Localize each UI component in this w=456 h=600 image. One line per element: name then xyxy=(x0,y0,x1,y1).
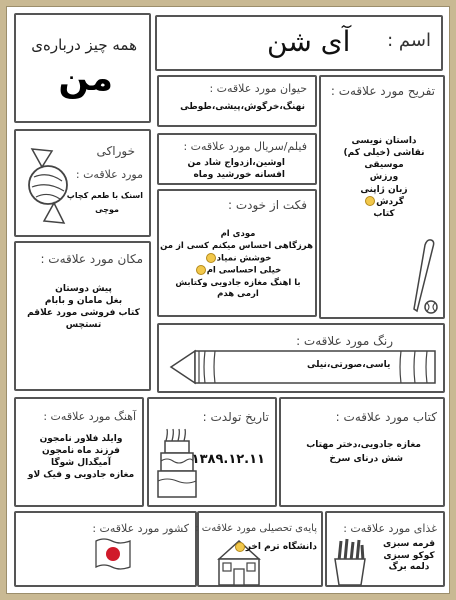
movie-line-1: اوشین،ازدواج شاد من xyxy=(187,158,285,168)
hobby-item xyxy=(331,196,437,208)
about-me-word: من xyxy=(58,58,113,99)
place-item: تستچس xyxy=(65,320,102,331)
animal-box xyxy=(157,75,317,127)
song-label: آهنگ مورد علاقه‌ت : xyxy=(43,410,136,423)
smiley-icon xyxy=(196,265,206,275)
hobby-item: ورزش xyxy=(369,172,399,183)
hobby-list xyxy=(331,135,437,220)
fact-box xyxy=(157,189,317,317)
song-list xyxy=(20,433,142,482)
place-box xyxy=(14,241,151,391)
food-label: غذای مورد علاقه‌ت : xyxy=(343,522,437,535)
about-me-title: همه چیز درباره‌ی xyxy=(31,36,137,54)
japan-flag-icon xyxy=(94,535,134,573)
hobby-label: تفریح مورد علاقه‌ت : xyxy=(330,84,435,98)
book-label: کتاب مورد علاقه‌ت : xyxy=(335,410,437,424)
country-label: کشور مورد علاقه‌ت : xyxy=(92,522,189,535)
hobby-item: نقاشی (خیلی کم) xyxy=(343,148,425,159)
book-box xyxy=(279,397,445,507)
birthday-value: ۱۳۸۹.۱۲.۱۱ xyxy=(191,452,265,467)
fact-line: با اهنگ مغازه جادویی وکتابش xyxy=(175,277,301,288)
movie-line-2: افسانه خورشید وماه xyxy=(193,170,285,180)
place-item: پیش دوستان xyxy=(55,284,112,294)
color-box xyxy=(157,323,445,393)
hobby-item: کتاب xyxy=(373,208,395,219)
crayon-icon xyxy=(169,345,439,391)
grade-label: پایه‌ی تحصیلی مورد علاقه‌ت : xyxy=(195,523,317,534)
smiley-icon xyxy=(206,253,216,263)
song-box xyxy=(14,397,144,507)
fact-label: فکت از خودت : xyxy=(227,198,307,212)
birthday-box xyxy=(147,397,277,507)
baseball-bat-icon xyxy=(411,237,441,317)
snack-title: خوراکی xyxy=(96,144,135,158)
color-value: یاسی،صورتی،نیلی xyxy=(307,360,391,370)
song-item: آمیگدال شوگا xyxy=(51,458,111,469)
book-line-2: شش درنای سرخ xyxy=(329,454,403,464)
snack-line-1: اسنک با طعم کچاپ xyxy=(66,191,143,200)
fact-line-text: خیلی احساسی ام xyxy=(206,265,282,276)
song-item: فرزند ماه نامجون xyxy=(42,446,120,457)
fact-list xyxy=(160,229,313,301)
hobby-item: زبان ژاپنی xyxy=(360,184,408,195)
movie-box xyxy=(157,133,317,185)
country-box xyxy=(14,511,197,587)
fries-icon xyxy=(331,537,369,587)
fact-line xyxy=(163,253,313,265)
worksheet xyxy=(6,6,450,594)
grade-value: دانشگاه ترم اخر xyxy=(245,542,317,552)
fact-line-text: خوشش نمیاد xyxy=(216,253,272,264)
snack-subtitle: مورد علاقه‌ت : xyxy=(75,168,143,181)
animal-label: حیوان مورد علاقه‌ت : xyxy=(209,82,307,95)
hobby-box xyxy=(319,75,445,319)
hobby-item-text: گردش xyxy=(376,196,404,207)
animal-value: نهنگ،خرگوش،پیشی،طوطی xyxy=(180,102,305,112)
place-item: بغل مامان و بابام xyxy=(44,296,123,307)
book-line-1: مغازه جادویی،دختر مهتاب xyxy=(306,440,421,450)
name-box xyxy=(155,15,443,71)
food-item: دلمه برگ xyxy=(388,562,430,573)
smiley-icon xyxy=(235,542,245,552)
grade-value-line xyxy=(234,541,317,553)
place-list xyxy=(20,283,147,332)
snack-line-2: موچی xyxy=(95,205,119,214)
candy-icon xyxy=(22,141,76,231)
food-box xyxy=(325,511,445,587)
snack-box xyxy=(14,129,151,237)
fact-line: ارمی هدم xyxy=(217,289,259,300)
song-item: مغازه جادویی و فیک لاو xyxy=(27,470,135,481)
smiley-icon xyxy=(365,196,375,206)
hobby-item: موسیقی xyxy=(364,160,404,171)
about-me-box xyxy=(14,13,151,123)
place-label: مکان مورد علاقه‌ت : xyxy=(40,252,143,266)
movie-label: فیلم/سریال مورد علاقه‌ت : xyxy=(183,140,307,153)
song-item: وایلد فلاور نامجون xyxy=(39,434,123,444)
name-label: اسم : xyxy=(387,30,431,51)
fact-line: مودی ام xyxy=(220,229,256,239)
color-label: رنگ مورد علاقه‌ت : xyxy=(296,334,393,348)
food-item: کوکو سبزی xyxy=(383,550,435,561)
hobby-item: داستان نویسی xyxy=(351,136,417,146)
place-item: کتاب فروشی مورد علاقم xyxy=(27,308,140,319)
grade-box xyxy=(197,511,323,587)
birthday-label: تاریخ تولدت : xyxy=(202,410,269,424)
food-list xyxy=(383,539,435,574)
food-item: قرمه سبزی xyxy=(382,539,435,549)
name-value: آی شن xyxy=(267,25,351,58)
fact-line xyxy=(163,265,313,277)
fact-line: هرزگاهی احساس میکنم کسی از من xyxy=(160,240,313,251)
